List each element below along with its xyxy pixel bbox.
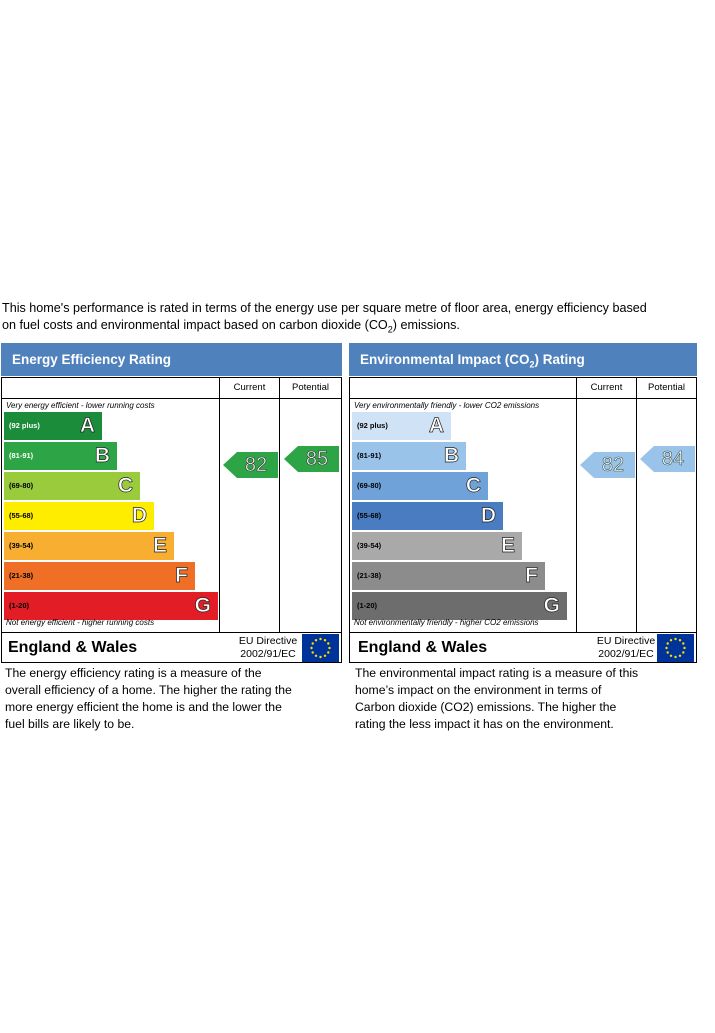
eu-star [327, 651, 329, 653]
description-line: overall efficiency of a home. The higher the rating the [5, 683, 292, 697]
column-divider [576, 378, 577, 632]
eu-star [674, 638, 676, 640]
current-rating-arrow [580, 452, 635, 478]
current-rating-value: 82 [244, 454, 268, 476]
description-line: home’s impact on the environment in terms of [355, 683, 602, 697]
potential-column-header: Potential [648, 382, 685, 393]
eu-directive [590, 635, 662, 661]
eu-directive-line-1: EU Directive [238, 635, 298, 647]
energy-efficiency-box [1, 377, 342, 663]
eu-star [670, 639, 672, 641]
eu-directive [232, 635, 304, 661]
band-letter: B [94, 444, 110, 467]
rating-band-b [4, 442, 117, 470]
eu-star [674, 656, 676, 658]
potential-rating-value: 84 [661, 448, 685, 470]
intro-text [2, 300, 707, 339]
current-column-header: Current [233, 382, 266, 393]
header-divider [350, 398, 696, 399]
environmental-impact-box [349, 377, 697, 663]
band-range: (81-91) [357, 451, 382, 460]
band-letter: C [117, 474, 133, 497]
environmental-impact-panel [349, 343, 697, 663]
description-line: The energy efficiency rating is a measure of the [5, 666, 262, 680]
eu-star [328, 647, 330, 649]
band-letter: D [480, 504, 496, 527]
column-divider [219, 378, 220, 632]
footer-divider [2, 632, 341, 633]
band-letter: A [428, 414, 444, 437]
region-label: England & Wales [8, 639, 138, 656]
energy-efficiency-title: Energy Efficiency Rating [1, 343, 342, 376]
description-line: rating the less impact it has on the environment. [355, 717, 614, 731]
eu-star [315, 639, 317, 641]
eu-star [312, 642, 314, 644]
intro-line-2: on fuel costs and environmental impact based on carbon dioxide $(CO_2)$ emissions. [2, 318, 460, 335]
description-line: more energy efficient the home is and the lower the [5, 700, 282, 714]
environmental-impact-title: Environmental Impact $(CO_2)$ Rating [349, 343, 697, 376]
potential-column-header: Potential [292, 382, 329, 393]
energy-efficiency-panel [1, 343, 342, 663]
eu-star [682, 651, 684, 653]
band-range: (69-80) [9, 481, 34, 490]
top-caption: Very energy efficient - lower running costs [6, 401, 155, 410]
band-range: (92 plus) [9, 421, 40, 430]
eu-star [679, 655, 681, 657]
eu-directive-line-1: EU Directive [596, 635, 656, 647]
eu-star [324, 655, 326, 657]
band-range: (1-20) [9, 601, 30, 610]
band-letter: F [175, 564, 188, 587]
band-letter: G [194, 594, 211, 617]
eu-star [670, 655, 672, 657]
description-line: fuel bills are likely to be. [5, 717, 135, 731]
rating-band-f [4, 562, 195, 590]
potential-rating-arrow [284, 446, 339, 472]
rating-band-c [4, 472, 140, 500]
rating-band-c [352, 472, 488, 500]
eu-star [319, 638, 321, 640]
band-letter: E [500, 534, 515, 557]
top-caption: Very environmentally friendly - lower CO2 emissions [354, 401, 540, 410]
current-column-header: Current [590, 382, 623, 393]
current-rating-arrow [223, 452, 278, 478]
eu-flag-icon [657, 634, 694, 662]
description-line: Carbon dioxide (CO2) emissions. The higher the [355, 700, 617, 714]
eu-star [324, 639, 326, 641]
band-range: (92 plus) [357, 421, 388, 430]
eu-star [667, 651, 669, 653]
band-letter: A [79, 414, 95, 437]
current-rating-value: 82 [601, 454, 625, 476]
eu-star [310, 647, 312, 649]
eu-star [319, 656, 321, 658]
eu-star [682, 642, 684, 644]
band-range: (39-54) [9, 541, 34, 550]
region-label: England & Wales [358, 639, 488, 656]
environmental-impact-description [355, 665, 638, 733]
rating-band-d [4, 502, 154, 530]
intro-line-1: This home's performance is rated in terms of the energy use per square metre of floor area, energy efficiency based [2, 301, 647, 315]
band-range: (55-68) [9, 511, 34, 520]
band-range: (55-68) [357, 511, 382, 520]
rating-band-b [352, 442, 466, 470]
rating-band-e [352, 532, 522, 560]
potential-rating-value: 85 [305, 448, 329, 470]
energy-efficiency-description [5, 665, 292, 733]
band-letter: D [131, 504, 147, 527]
band-range: (69-80) [357, 481, 382, 490]
bottom-caption: Not energy efficient - higher running costs [6, 618, 155, 627]
band-letter: B [443, 444, 459, 467]
eu-star [665, 647, 667, 649]
eu-directive-line-2: 2002/91/EC [240, 648, 296, 660]
eu-star [667, 642, 669, 644]
eu-star [679, 639, 681, 641]
band-range: (21-38) [357, 571, 382, 580]
rating-band-e [4, 532, 174, 560]
potential-rating-arrow [640, 446, 695, 472]
band-range: (39-54) [357, 541, 382, 550]
rating-band-a [352, 412, 451, 440]
bottom-caption: Not environmentally friendly - higher CO2 emissions [354, 618, 539, 627]
band-letter: E [152, 534, 167, 557]
column-divider [279, 378, 280, 632]
header-divider [2, 398, 341, 399]
description-line: The environmental impact rating is a measure of this [355, 666, 639, 680]
band-letter: F [525, 564, 538, 587]
band-range: (1-20) [357, 601, 378, 610]
band-range: (81-91) [9, 451, 34, 460]
eu-star [327, 642, 329, 644]
band-letter: G [543, 594, 560, 617]
eu-flag-icon [302, 634, 339, 662]
column-divider [636, 378, 637, 632]
eu-star [683, 647, 685, 649]
rating-band-d [352, 502, 503, 530]
rating-band-g [352, 592, 567, 620]
rating-band-f [352, 562, 545, 590]
band-range: (21-38) [9, 571, 34, 580]
eu-star [312, 651, 314, 653]
eu-directive-line-2: 2002/91/EC [598, 648, 654, 660]
footer-divider [350, 632, 696, 633]
rating-band-a [4, 412, 102, 440]
rating-band-g [4, 592, 218, 620]
band-letter: C [465, 474, 481, 497]
eu-star [315, 655, 317, 657]
